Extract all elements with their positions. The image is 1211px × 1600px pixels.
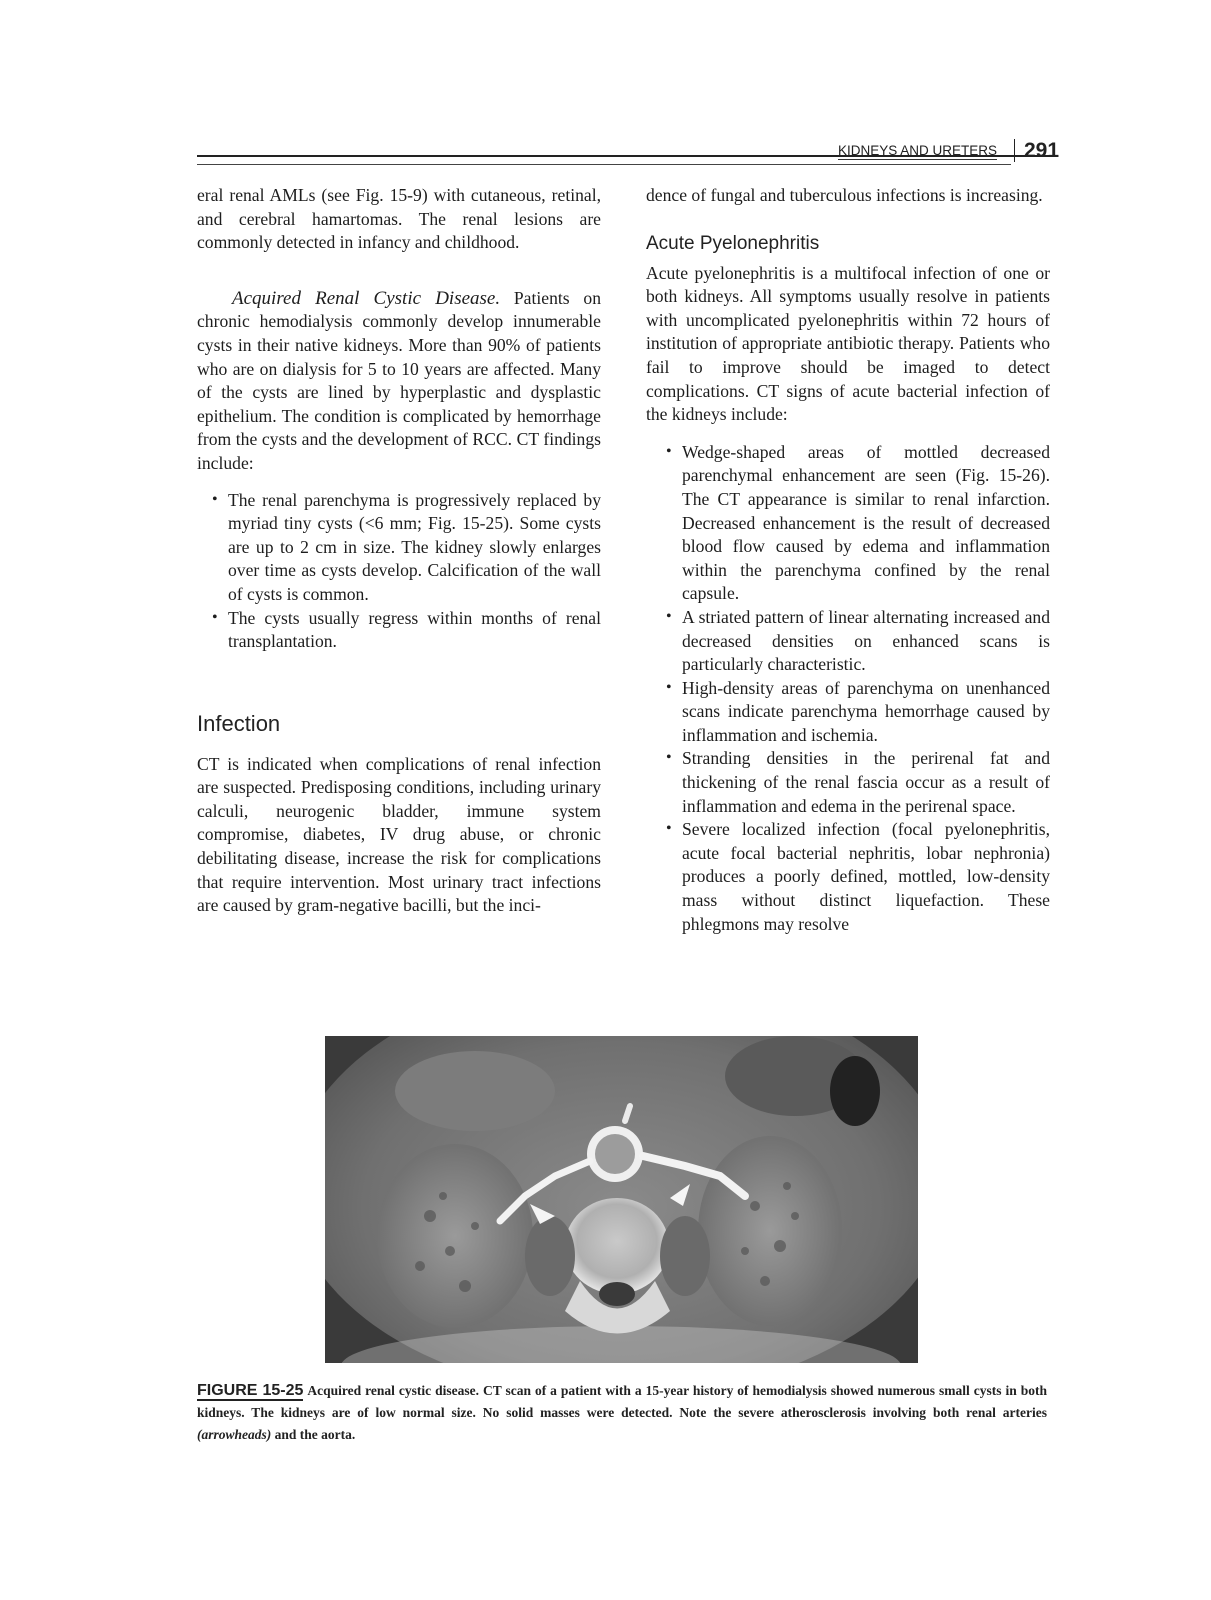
kidney-left <box>698 1136 842 1326</box>
paragraph-continuation: dence of fungal and tuberculous infections is increasing. <box>646 185 1043 205</box>
paragraph-acquired-renal-cystic-disease <box>197 287 601 476</box>
bullet-icon: • <box>212 608 218 626</box>
figure-label: FIGURE 15-25 <box>197 1382 304 1399</box>
bullet-list-ct-findings <box>197 489 601 654</box>
spinal-canal <box>599 1282 635 1306</box>
kidney-right <box>377 1144 533 1328</box>
figure-caption <box>197 1380 1047 1446</box>
run-in-heading: Acquired Renal Cystic Disease. <box>232 287 501 309</box>
liver-region <box>395 1051 555 1131</box>
list-item-text: Wedge-shaped areas of mottled decreased parenchymal enhancement are seen (Fig. 15-26). The CT appearance is similar to renal infarction. Decreased enhancement is the result of decreased blood flow caused by edema and inflammation within the parenchyma confined by the renal capsule. <box>682 441 1050 604</box>
section-heading-infection: Infection <box>197 710 281 736</box>
bullet-icon: • <box>666 607 672 625</box>
list-item-text: A striated pattern of linear alternating increased and decreased densities on enhanced scans is particularly characteristic. <box>682 606 1050 675</box>
ct-scan-image <box>325 1036 918 1363</box>
bullet-icon: • <box>666 749 672 767</box>
caption-italic: (arrowheads) <box>197 1427 272 1442</box>
figure-ct-scan <box>325 1036 918 1363</box>
list-item-text: The cysts usually regress within months of renal transplantation. <box>228 607 601 652</box>
left-column <box>197 184 601 918</box>
list-item-text: High-density areas of parenchyma on unenhanced scans indicate parenchyma hemorrhage caused by inflammation and ischemia. <box>682 677 1050 745</box>
psoas-right <box>525 1216 575 1296</box>
paragraph-text: Patients on chronic hemodialysis commonly develop innumerable cysts in their native kidneys. More than 90% of patients who are on dialysis for 5 to 10 years are affected. Many of the cysts are lined by hyperplastic and dysplastic epithelium. The condition is complicated by hemorrhage from the cysts and the development of RCC. CT findings include: <box>197 287 601 473</box>
paragraph-acute-pyelonephritis: Acute pyelonephritis is a multifocal infection of one or both kidneys. All symptoms usually resolve in patients with uncomplicated pyelonephritis within 72 hours of institution of appropriate antibiotic therapy. Patients who fail to improve should be imaged to detect complications. CT signs of acute bacterial infection of the kidneys include: <box>646 262 1050 425</box>
list-item-text: The renal parenchyma is progressively replaced by myriad tiny cysts (<6 mm; Fig. 15-25). Some cysts are up to 2 cm in size. The kidney slowly enlarges over time as cysts develop. Calcification of the wall of cysts is common. <box>228 489 601 604</box>
aorta-lumen <box>595 1134 635 1174</box>
list-item <box>664 606 1050 677</box>
right-column <box>646 184 1050 936</box>
bullet-icon: • <box>666 820 672 838</box>
list-item <box>664 747 1050 818</box>
bowel-gas <box>830 1056 880 1126</box>
header-rule-thin <box>197 164 1011 165</box>
paragraph-continuation: eral renal AMLs (see Fig. 15-9) with cutaneous, retinal, and cerebral hamartomas. The renal lesions are commonly detected in infancy and childhood. <box>197 185 601 253</box>
running-head: KIDNEYS AND URETERS <box>838 143 998 158</box>
psoas-left <box>660 1216 710 1296</box>
list-item <box>210 489 601 607</box>
section-heading-acute-pyelonephritis: Acute Pyelonephritis <box>646 232 820 254</box>
page-number: 291 <box>1014 139 1059 162</box>
vertebral-body <box>565 1198 669 1294</box>
caption-text: CT scan of a patient with a 15-year history of hemodialysis showed numerous small cysts in both kidneys. The kidneys are of low normal size. No solid masses were detected. Note the severe atherosclerosis involving both renal arteries <box>197 1383 1047 1420</box>
paragraph-infection: CT is indicated when complications of renal infection are suspected. Predisposing conditions, including urinary calculi, neurogenic bladder, immune system compromise, diabetes, IV drug abuse, or chronic debilitating disease, increase the risk for complications that require intervention. Most urinary tract infections are caused by gram-negative bacilli, but the inci- <box>197 753 601 916</box>
bullet-icon: • <box>666 678 672 696</box>
list-item <box>664 441 1050 606</box>
caption-title: Acquired renal cystic disease. <box>307 1383 479 1398</box>
list-item-text: Stranding densities in the perirenal fat and thickening of the renal fascia occur as a result of inflammation and edema in the perirenal space. <box>682 748 1050 816</box>
list-item <box>210 607 601 654</box>
list-item-text: Severe localized infection (focal pyelonephritis, acute focal bacterial nephritis, lobar nephronia) produces a poorly defined, mottled, low-density mass without distinct liquefaction. These phlegmons may resolve <box>682 819 1050 934</box>
list-item <box>664 818 1050 936</box>
bullet-list-ct-signs <box>646 441 1050 936</box>
list-item <box>664 677 1050 748</box>
bullet-icon: • <box>212 490 218 508</box>
bullet-icon: • <box>666 442 672 460</box>
caption-text-end: and the aorta. <box>271 1427 356 1442</box>
